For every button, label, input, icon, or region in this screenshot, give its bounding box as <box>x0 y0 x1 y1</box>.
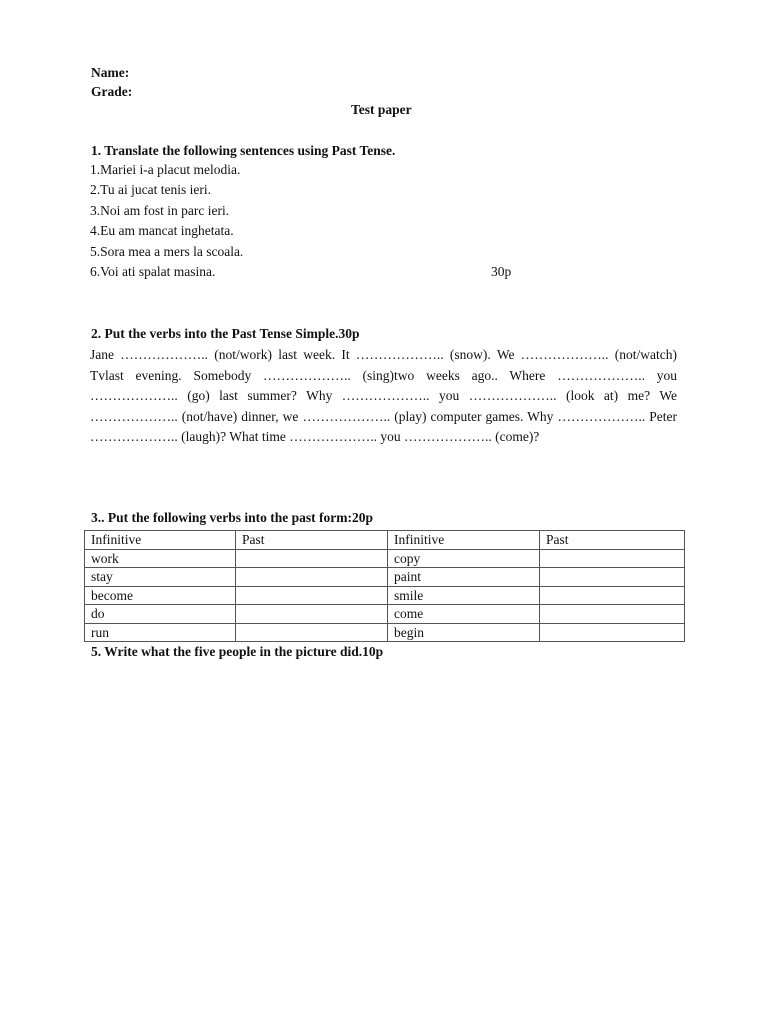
grade-label: Grade: <box>91 84 133 99</box>
answer-cell[interactable] <box>236 549 388 568</box>
answer-cell[interactable] <box>236 623 388 642</box>
answer-cell[interactable] <box>540 623 685 642</box>
table-row <box>85 549 685 568</box>
table-cell: come <box>388 605 540 624</box>
verbs-table <box>84 530 685 642</box>
column-header-infinitive: Infinitive <box>85 531 236 550</box>
sentence-item: 3.Noi am fost in parc ieri. <box>90 202 230 218</box>
section2-heading: 2. Put the verbs into the Past Tense Simple.30p <box>91 326 360 341</box>
answer-cell[interactable] <box>236 568 388 587</box>
table-row <box>85 586 685 605</box>
column-header-past: Past <box>540 531 685 550</box>
table-cell: paint <box>388 568 540 587</box>
table-cell: smile <box>388 586 540 605</box>
sentence-item: 6.Voi ati spalat masina. <box>90 263 216 279</box>
table-cell: run <box>85 623 236 642</box>
table-header-row <box>85 531 685 550</box>
sentence-item: 1.Mariei i-a placut melodia. <box>90 162 241 177</box>
sentence-item: 2.Tu ai jucat tenis ieri. <box>90 182 211 198</box>
table-cell: do <box>85 605 236 624</box>
name-label: Name: <box>91 65 130 80</box>
table-cell: copy <box>388 549 540 568</box>
section1-heading: 1. Translate the following sentences using Past Tense. <box>91 143 396 158</box>
table-cell: work <box>85 549 236 568</box>
sentence-list <box>90 160 610 282</box>
table-cell: begin <box>388 623 540 642</box>
sentence-item: 5.Sora mea a mers la scoala. <box>90 243 244 259</box>
answer-cell[interactable] <box>540 568 685 587</box>
section1-points: 30p <box>491 264 512 279</box>
answer-cell[interactable] <box>540 605 685 624</box>
table-cell: become <box>85 586 236 605</box>
column-header-past: Past <box>236 531 388 550</box>
answer-cell[interactable] <box>236 586 388 605</box>
answer-cell[interactable] <box>540 586 685 605</box>
answer-cell[interactable] <box>236 605 388 624</box>
section2-paragraph: Jane ……………….. (not/work) last week. It ……………….. (snow). We ……………….. (not/watch) Tvlast evening. Somebody ……………….. (sing)two weeks ago.. Where ……………….. you ……………….. (go) last summer? Why ……………….. you ……………….. (look at) me? We ……………….. (not/have) dinner, we ……………….. (play) computer games. Why ……………….. Peter ……………….. (laugh)? What time ……………….. you ……………….. (come)? <box>90 347 677 444</box>
sentence-item: 4.Eu am mancat inghetata. <box>90 223 234 239</box>
column-header-infinitive: Infinitive <box>388 531 540 550</box>
table-cell: stay <box>85 568 236 587</box>
section3-heading: 3.. Put the following verbs into the past form:20p <box>91 510 373 525</box>
page-title: Test paper <box>351 102 412 117</box>
table-row <box>85 605 685 624</box>
section5-heading: 5. Write what the five people in the picture did.10p <box>91 644 384 659</box>
table-row <box>85 568 685 587</box>
table-row <box>85 623 685 642</box>
answer-cell[interactable] <box>540 549 685 568</box>
